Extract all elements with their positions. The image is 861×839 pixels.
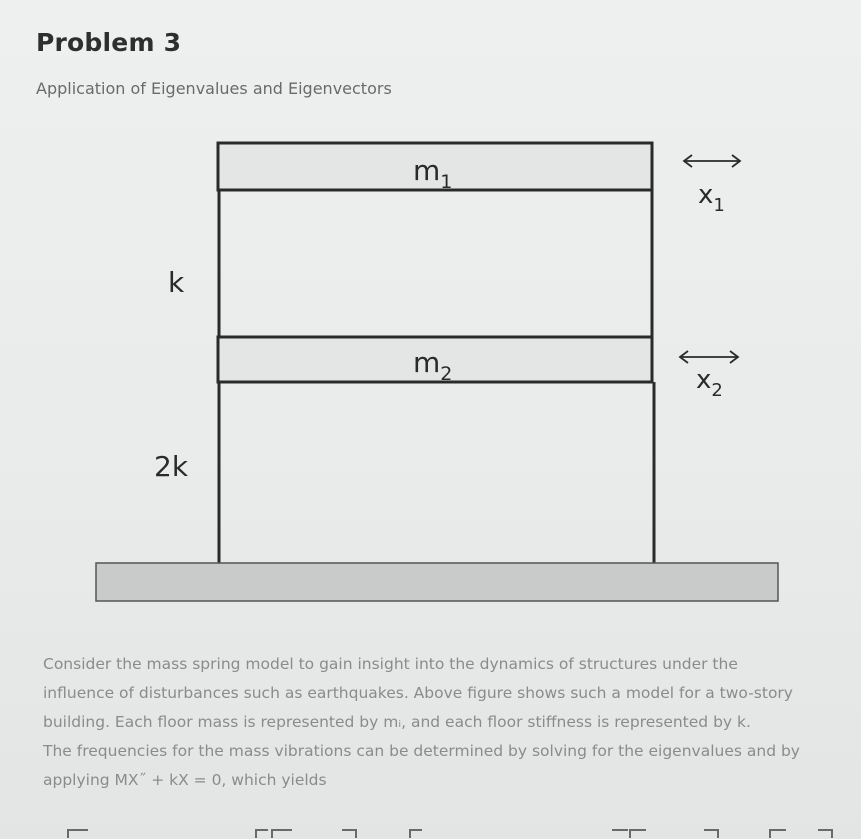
mass-bottom-label: $m_2$ xyxy=(413,346,453,385)
double-arrow-icon xyxy=(684,155,740,167)
problem-subtitle: Application of Eigenvalues and Eigenvectors xyxy=(36,79,392,98)
paragraph-line: The frequencies for the mass vibrations can be determined by solving for the eigenvalues and by xyxy=(43,742,800,760)
stiffness-top-label: k xyxy=(168,266,185,299)
mass-top-label: $m_1$ xyxy=(413,154,453,193)
paragraph-line: building. Each floor mass is represented by mᵢ, and each floor stiffness is represented by k. xyxy=(43,713,751,731)
matrix-bracket-marks xyxy=(0,820,861,839)
problem-title: Problem 3 xyxy=(36,28,182,57)
ground-base xyxy=(96,563,778,601)
paragraph-line: Consider the mass spring model to gain insight into the dynamics of structures under the xyxy=(43,655,738,673)
paragraph-line: applying MX˝ + kX = 0, which yields xyxy=(43,771,327,789)
displacement-bottom-label: $x_2$ xyxy=(696,365,723,401)
double-arrow-icon xyxy=(680,351,738,363)
stiffness-bottom-label: 2k xyxy=(154,450,189,483)
problem-description xyxy=(43,650,843,795)
displacement-top-label: $x_1$ xyxy=(698,180,725,216)
paragraph-line: influence of disturbances such as earthquakes. Above figure shows such a model for a two-story xyxy=(43,684,793,702)
